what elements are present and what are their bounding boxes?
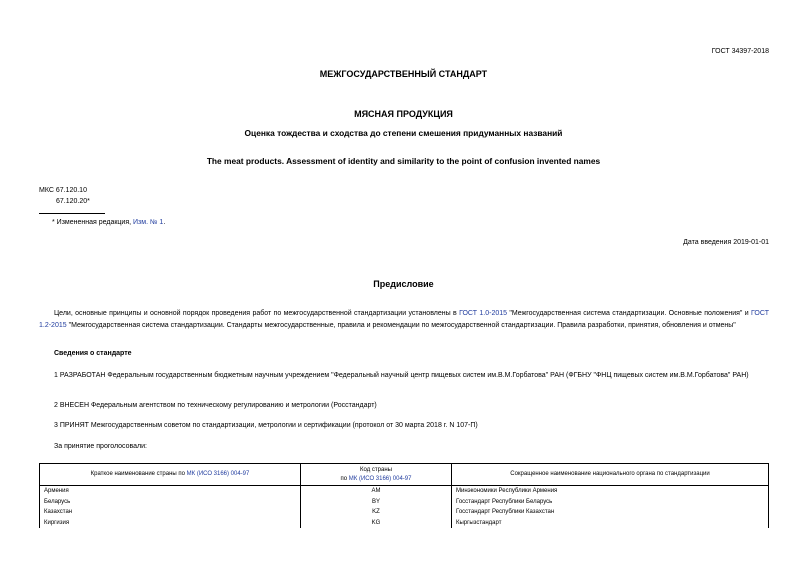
mk-iso-link[interactable]: МК (ИСО 3166) 004-97 bbox=[348, 475, 412, 482]
country-cell: Армения bbox=[40, 486, 301, 497]
country-cell: Казахстан bbox=[40, 507, 301, 518]
adopted-paragraph: 3 ПРИНЯТ Межгосударственным советом по стандартизации, метрологии и сертификации (протокол от 30 марта 2018 г. N 107-П) bbox=[54, 422, 478, 429]
footnote bbox=[52, 219, 165, 226]
gost-1-2-link[interactable]: ГОСТ 1.2-2015 bbox=[39, 310, 769, 329]
column-header-code: Код страны по МК (ИСО 3166) 004-97 bbox=[301, 464, 452, 486]
mk-iso-link[interactable]: МК (ИСО 3166) 004-97 bbox=[186, 471, 250, 478]
footnote-prefix: * Измененная редакция, bbox=[52, 219, 134, 226]
preface-heading: Предисловие bbox=[373, 279, 434, 289]
column-header-country: Краткое наименование страны по МК (ИСО 3166) 004-97 bbox=[40, 464, 301, 486]
about-standard-heading: Сведения о стандарте bbox=[54, 350, 132, 357]
effective-date: Дата введения 2019-01-01 bbox=[683, 239, 769, 246]
footnote-suffix: . bbox=[163, 219, 166, 226]
footnote-divider bbox=[39, 213, 105, 214]
document-code: ГОСТ 34397-2018 bbox=[711, 48, 769, 55]
submitted-paragraph: 2 ВНЕСЕН Федеральным агентством по техническому регулированию и метрологии (Росстандарт) bbox=[54, 402, 377, 409]
body-cell: Минэкономики Республики Армения bbox=[452, 486, 769, 497]
p1-text-3: "Межгосударственная система стандартизации. Стандарты межгосударственные, правила и рекомендации по межгосударственной стандартизации. Правила разработки, принятия, обновления и отмены" bbox=[66, 321, 736, 329]
voted-paragraph: За принятие проголосовали: bbox=[54, 443, 147, 450]
country-cell: Киргизия bbox=[40, 518, 301, 529]
code-cell: KZ bbox=[301, 507, 452, 518]
mks-code-1: МКС 67.120.10 bbox=[39, 187, 87, 194]
body-cell: Госстандарт Республики Беларусь bbox=[452, 497, 769, 508]
p1-text-1: Цели, основные принципы и основной порядок проведения работ по межгосударственной стандартизации установлены в bbox=[54, 310, 460, 317]
developer-paragraph: 1 РАЗРАБОТАН Федеральным государственным бюджетным научным учреждением "Федеральный научный центр пищевых систем им.В.М.Горбатова" РАН (ФГБНУ "ФНЦ пищевых систем им.В.М.Горбатова" РАН) bbox=[54, 372, 749, 379]
code-cell: KG bbox=[301, 518, 452, 529]
mks-code-2: 67.120.20* bbox=[56, 198, 90, 205]
country-cell: Беларусь bbox=[40, 497, 301, 508]
table-row bbox=[40, 486, 769, 497]
preface-paragraph bbox=[39, 308, 769, 331]
column-header-body: Сокращенное наименование национального органа по стандартизации bbox=[452, 464, 769, 486]
amendment-link[interactable]: Изм. № 1 bbox=[133, 219, 164, 226]
code-cell: BY bbox=[301, 497, 452, 508]
table-row bbox=[40, 518, 769, 529]
title-english: The meat products. Assessment of identity and similarity to the point of confusion invented names bbox=[206, 156, 601, 166]
standard-type-heading: МЕЖГОСУДАРСТВЕННЫЙ СТАНДАРТ bbox=[319, 69, 488, 79]
body-cell: Госстандарт Республики Казахстан bbox=[452, 507, 769, 518]
body-cell: Кыргызстандарт bbox=[452, 518, 769, 529]
code-cell: AM bbox=[301, 486, 452, 497]
title-russian: Оценка тождества и сходства до степени смешения придуманных названий bbox=[244, 128, 563, 138]
gost-1-0-link[interactable]: ГОСТ 1.0-2015 bbox=[459, 310, 508, 317]
voting-countries-table bbox=[39, 463, 769, 528]
p1-text-2: "Межгосударственная система стандартизации. Основные положения" и bbox=[507, 310, 752, 317]
table-row bbox=[40, 497, 769, 508]
product-heading: МЯСНАЯ ПРОДУКЦИЯ bbox=[354, 109, 453, 119]
table-header-row bbox=[40, 464, 769, 486]
table-row bbox=[40, 507, 769, 518]
